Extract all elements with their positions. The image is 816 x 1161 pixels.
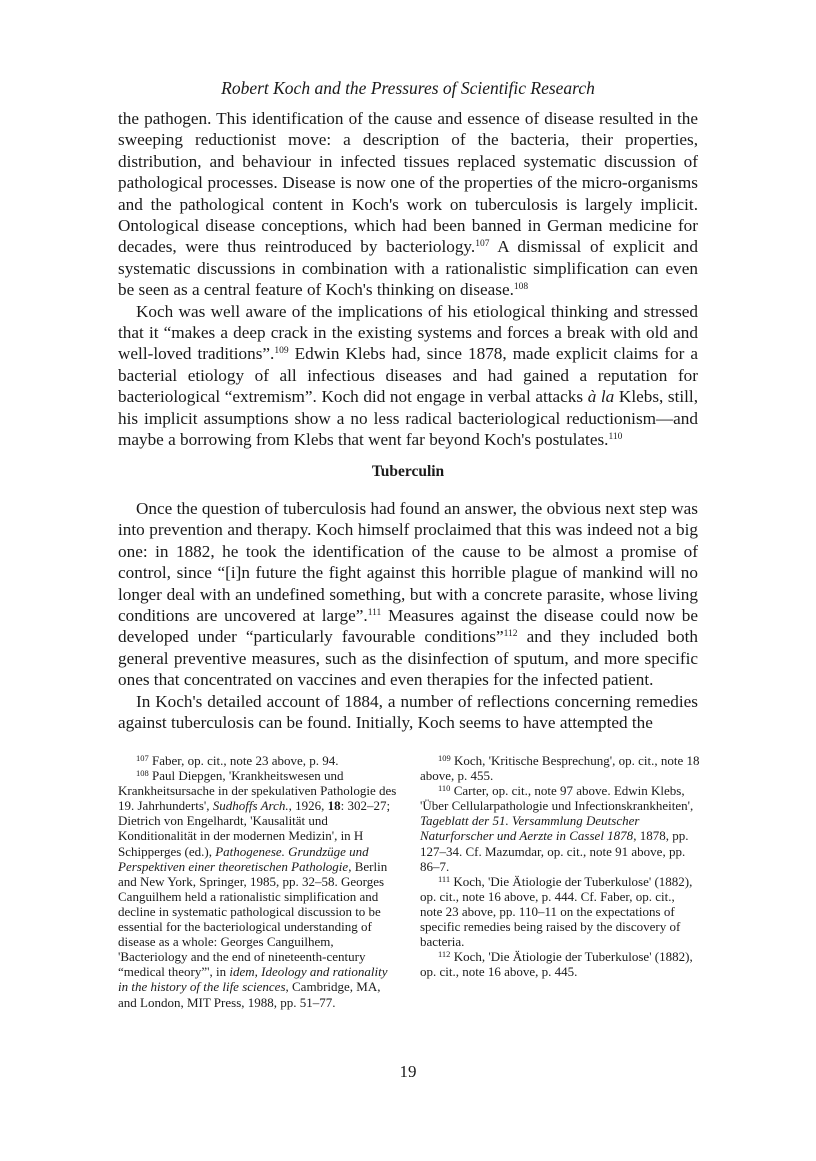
- body-block-upper: [118, 108, 698, 451]
- footnote-text: , 1926,: [288, 798, 328, 814]
- footnote-text: Koch, 'Die Ätiologie der Tuberkulose' (1882), op. cit., note 16 above, p. 445.: [420, 949, 693, 980]
- body-block-lower: [118, 498, 698, 733]
- footnote-text: , 1878, pp. 127–34. Cf. Mazumdar, op. cit., note 91 above, pp. 86–7.: [420, 828, 689, 874]
- footnote-italic: Pathogenese. Grundzüge und Perspektiven einer theoretischen Pathologie: [118, 843, 369, 874]
- footnote-italic: Sudhoffs Arch.: [212, 798, 289, 814]
- footnote-ref-110[interactable]: 110: [608, 432, 623, 443]
- footnote-bold: 18: [327, 798, 341, 814]
- page-number: 19: [399, 1062, 417, 1081]
- text-run: Klebs, still, his implicit assumptions show a no less radical bacteriological reductionism—and maybe a borrowing from Klebs that went far beyond Koch's postulates.: [118, 387, 699, 450]
- footnote-text: Koch, 'Kritische Besprechung', op. cit., note 18 above, p. 455.: [420, 753, 700, 784]
- footnote-107: [118, 753, 398, 768]
- footnote-number: 111: [438, 873, 451, 884]
- text-run: A dismissal of explicit and systematic discussions in combination with a rationalistic simplification can even be seen as a central feature of Koch's thinking on disease.: [118, 237, 698, 300]
- section-heading: Tuberculin: [371, 463, 445, 480]
- footnote-ref-111[interactable]: 111: [367, 608, 382, 619]
- footnote-italic: idem, Ideology and rationality in the history of the life sciences: [118, 964, 388, 995]
- footnote-ref-109[interactable]: 109: [274, 346, 289, 357]
- text-run: the pathogen. This identification of the cause and essence of disease resulted in the sweeping reductionist move: a description of the bacteria, their properties, distribution, and behaviour in infected tissues replaced systematic discussion of pathological processes. Disease is now one of the properties of the micro-organisms and the pathological content in Koch's work on tuberculosis is largely implicit. Ontological disease conceptions, which had been banned in German medicine for decades, were thus reintroduced by bacteriology.: [118, 109, 698, 257]
- paragraph-2: [118, 301, 698, 451]
- footnote-italic: Tageblatt der 51. Versammlung Deutscher Naturforscher und Aerzte in Cassel 1878: [420, 813, 640, 844]
- paragraph-1: [118, 108, 698, 301]
- footnote-text: : 302–27; Dietrich von Engelhardt, 'Kausalität und Konditionalität in der modernen Medizin', in H Schipperges (ed.),: [118, 798, 391, 859]
- footnote-ref-108[interactable]: 108: [513, 282, 529, 293]
- running-head: Robert Koch and the Pressures of Scientific Research: [221, 78, 595, 98]
- footnote-number: 107: [136, 753, 149, 763]
- footnote-112: [420, 949, 700, 979]
- footnote-108: [118, 768, 398, 1010]
- footnote-text: , Berlin and New York, Springer, 1985, pp. 32–58. Georges Canguilhem held a rationalistic simplification and decline in systematic pathological discussion to be essential for the bacteriological understanding of disease as a whole: Georges Canguilhem, 'Bacteriology and the end of nineteenth-century “medical theory”', in: [118, 858, 388, 980]
- italic-text: à la: [587, 387, 615, 407]
- footnote-number: 108: [136, 768, 149, 779]
- footnote-number: 112: [438, 949, 451, 960]
- footnote-column-right: [420, 753, 700, 979]
- footnote-text: Koch, 'Die Ätiologie der Tuberkulose' (1882), op. cit., note 16 above, p. 444. Cf. Faber, op. cit., note 23 above, pp. 110–11 on the expectations of specific remedies being raised by the discovery of bacteria.: [420, 873, 693, 950]
- text-run: Edwin Klebs had, since 1878, made explicit claims for a bacterial etiology of all infectious diseases and had gained a reputation for bacteriological “extremism”. Koch did not engage in verbal attacks: [118, 344, 698, 407]
- footnote-ref-112[interactable]: 112: [503, 629, 518, 640]
- footnote-column-left: [118, 753, 398, 1010]
- footnote-111: [420, 874, 700, 949]
- paragraph-3: [118, 498, 698, 691]
- text-run: and they included both general preventive measures, such as the disinfection of sputum, and more specific ones that concentrated on vaccines and even therapies for the infected patient.: [118, 627, 698, 690]
- footnote-text: Paul Diepgen, 'Krankheitswesen und Krankheitsursache in der spekulativen Pathologie des 19. Jahrhunderts',: [118, 768, 397, 814]
- footnote-109: [420, 753, 700, 783]
- footnote-text: Faber, op. cit., note 23 above, p. 94.: [152, 753, 339, 768]
- text-run: Koch was well aware of the implications of his etiological thinking and stressed that it “makes a deep crack in the existing systems and forces a break with old and well-loved traditions”.: [118, 301, 698, 364]
- footnote-number: 109: [438, 753, 451, 763]
- footnote-text: , Cambridge, MA, and London, MIT Press, 1988, pp. 51–77.: [118, 979, 381, 1010]
- text-run: Measures against the disease could now be developed under “particularly favourable conditions”: [118, 606, 698, 647]
- text-run: Once the question of tuberculosis had found an answer, the obvious next step was into prevention and therapy. Koch himself proclaimed that this was indeed not a big one: in 1882, he took the identification of the cause to be almost a promise of control, since “[i]n future the fight against this horrible plague of mankind will no longer deal with an undefined something, but with a concrete parasite, whose living conditions are uncovered at large”.: [118, 499, 698, 626]
- footnote-ref-107[interactable]: 107: [475, 239, 490, 250]
- footnote-number: 110: [438, 783, 451, 794]
- footnote-text: Carter, op. cit., note 97 above. Edwin Klebs, 'Über Cellularpathologie und Infectionskrankheiten',: [420, 783, 694, 814]
- footnote-110: [420, 783, 700, 874]
- paragraph-4: In Koch's detailed account of 1884, a number of reflections concerning remedies against tuberculosis can be found. Initially, Koch seems to have attempted the: [118, 691, 698, 733]
